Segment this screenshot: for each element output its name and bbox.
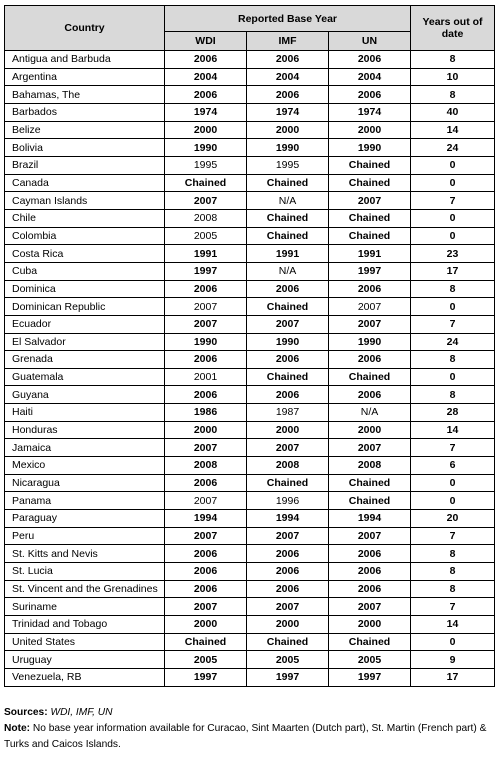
- country-cell: Paraguay: [5, 510, 165, 528]
- years-out-of-date-cell: 0: [411, 368, 495, 386]
- imf-cell: 2007: [247, 439, 329, 457]
- years-out-of-date-cell: 9: [411, 651, 495, 669]
- table-row: [5, 333, 495, 351]
- country-cell: Chile: [5, 209, 165, 227]
- years-out-of-date-cell: 7: [411, 527, 495, 545]
- table-row: [5, 280, 495, 298]
- years-out-of-date-cell: 28: [411, 404, 495, 422]
- country-cell: Cuba: [5, 262, 165, 280]
- wdi-cell: 2006: [165, 545, 247, 563]
- wdi-cell: 1994: [165, 510, 247, 528]
- years-out-of-date-cell: 20: [411, 510, 495, 528]
- country-cell: Costa Rica: [5, 245, 165, 263]
- years-out-of-date-cell: 14: [411, 616, 495, 634]
- years-out-of-date-cell: 17: [411, 668, 495, 686]
- imf-cell: 2006: [247, 545, 329, 563]
- imf-cell: Chained: [247, 474, 329, 492]
- country-cell: United States: [5, 633, 165, 651]
- country-cell: El Salvador: [5, 333, 165, 351]
- country-cell: Honduras: [5, 421, 165, 439]
- imf-cell: 1987: [247, 404, 329, 422]
- table-row: [5, 51, 495, 69]
- un-cell: 2005: [329, 651, 411, 669]
- wdi-cell: 1995: [165, 156, 247, 174]
- wdi-cell: 1997: [165, 668, 247, 686]
- country-cell: Venezuela, RB: [5, 668, 165, 686]
- un-cell: 2007: [329, 192, 411, 210]
- wdi-cell: 2004: [165, 68, 247, 86]
- imf-cell: 1995: [247, 156, 329, 174]
- wdi-cell: 2005: [165, 227, 247, 245]
- un-cell: Chained: [329, 209, 411, 227]
- years-out-of-date-cell: 8: [411, 86, 495, 104]
- table-row: [5, 527, 495, 545]
- wdi-cell: 2000: [165, 421, 247, 439]
- un-cell: 1974: [329, 103, 411, 121]
- table-row: [5, 668, 495, 686]
- years-out-of-date-cell: 24: [411, 139, 495, 157]
- table-body: [5, 51, 495, 687]
- table-notes: [4, 705, 501, 753]
- imf-cell: Chained: [247, 368, 329, 386]
- un-cell: 2006: [329, 545, 411, 563]
- table-row: [5, 598, 495, 616]
- table-row: [5, 492, 495, 510]
- imf-cell: 2007: [247, 315, 329, 333]
- imf-cell: 2006: [247, 51, 329, 69]
- un-cell: 1990: [329, 139, 411, 157]
- table-row: [5, 245, 495, 263]
- wdi-cell: 2008: [165, 457, 247, 475]
- imf-cell: 2007: [247, 527, 329, 545]
- years-out-of-date-cell: 8: [411, 351, 495, 369]
- years-out-of-date-cell: 0: [411, 156, 495, 174]
- wdi-cell: 2001: [165, 368, 247, 386]
- un-cell: 2006: [329, 280, 411, 298]
- wdi-cell: Chained: [165, 174, 247, 192]
- un-cell: 2006: [329, 563, 411, 581]
- imf-cell: Chained: [247, 633, 329, 651]
- wdi-cell: 2006: [165, 280, 247, 298]
- wdi-cell: 2005: [165, 651, 247, 669]
- un-cell: 2006: [329, 86, 411, 104]
- country-cell: Suriname: [5, 598, 165, 616]
- table-row: [5, 510, 495, 528]
- table-row: [5, 315, 495, 333]
- imf-cell: 2006: [247, 280, 329, 298]
- imf-cell: Chained: [247, 174, 329, 192]
- note-label: Note:: [4, 723, 31, 734]
- table-row: [5, 156, 495, 174]
- imf-cell: 1994: [247, 510, 329, 528]
- imf-cell: 1990: [247, 139, 329, 157]
- un-cell: 2006: [329, 386, 411, 404]
- table-row: [5, 298, 495, 316]
- country-cell: Uruguay: [5, 651, 165, 669]
- note-line: [4, 721, 501, 753]
- country-cell: Peru: [5, 527, 165, 545]
- imf-cell: 2000: [247, 121, 329, 139]
- wdi-cell: 2006: [165, 51, 247, 69]
- un-cell: Chained: [329, 633, 411, 651]
- imf-cell: Chained: [247, 298, 329, 316]
- country-cell: Panama: [5, 492, 165, 510]
- header-un: UN: [329, 32, 411, 51]
- years-out-of-date-cell: 0: [411, 633, 495, 651]
- wdi-cell: 2007: [165, 598, 247, 616]
- imf-cell: N/A: [247, 262, 329, 280]
- un-cell: Chained: [329, 474, 411, 492]
- country-cell: St. Vincent and the Grenadines: [5, 580, 165, 598]
- un-cell: 2008: [329, 457, 411, 475]
- country-cell: Barbados: [5, 103, 165, 121]
- years-out-of-date-cell: 0: [411, 298, 495, 316]
- country-cell: Brazil: [5, 156, 165, 174]
- imf-cell: 1990: [247, 333, 329, 351]
- note-text: No base year information available for Curacao, Sint Maarten (Dutch part), St. Martin (French part) & Turks and Caicos Islands.: [4, 723, 487, 750]
- imf-cell: 1991: [247, 245, 329, 263]
- table-row: [5, 404, 495, 422]
- un-cell: 1991: [329, 245, 411, 263]
- country-cell: Dominican Republic: [5, 298, 165, 316]
- un-cell: Chained: [329, 492, 411, 510]
- wdi-cell: 1974: [165, 103, 247, 121]
- table-row: [5, 174, 495, 192]
- wdi-cell: 2007: [165, 439, 247, 457]
- country-cell: Colombia: [5, 227, 165, 245]
- years-out-of-date-cell: 8: [411, 51, 495, 69]
- un-cell: N/A: [329, 404, 411, 422]
- un-cell: 2007: [329, 315, 411, 333]
- years-out-of-date-cell: 17: [411, 262, 495, 280]
- wdi-cell: 1991: [165, 245, 247, 263]
- imf-cell: 2004: [247, 68, 329, 86]
- un-cell: 2006: [329, 51, 411, 69]
- years-out-of-date-cell: 0: [411, 227, 495, 245]
- years-out-of-date-cell: 8: [411, 280, 495, 298]
- years-out-of-date-cell: 8: [411, 563, 495, 581]
- base-year-table: [4, 5, 495, 687]
- imf-cell: 2008: [247, 457, 329, 475]
- imf-cell: 2006: [247, 351, 329, 369]
- years-out-of-date-cell: 0: [411, 492, 495, 510]
- header-wdi: WDI: [165, 32, 247, 51]
- imf-cell: 1997: [247, 668, 329, 686]
- un-cell: Chained: [329, 174, 411, 192]
- sources-text: WDI, IMF, UN: [50, 707, 113, 718]
- country-cell: Argentina: [5, 68, 165, 86]
- country-cell: St. Kitts and Nevis: [5, 545, 165, 563]
- header-country: Country: [5, 6, 165, 51]
- years-out-of-date-cell: 8: [411, 386, 495, 404]
- country-cell: Haiti: [5, 404, 165, 422]
- table-row: [5, 580, 495, 598]
- years-out-of-date-cell: 0: [411, 474, 495, 492]
- table-row: [5, 545, 495, 563]
- un-cell: 2007: [329, 298, 411, 316]
- table-row: [5, 421, 495, 439]
- un-cell: 2006: [329, 580, 411, 598]
- years-out-of-date-cell: 7: [411, 315, 495, 333]
- imf-cell: 2006: [247, 563, 329, 581]
- wdi-cell: 2007: [165, 298, 247, 316]
- un-cell: 1997: [329, 668, 411, 686]
- sources-line: [4, 705, 501, 721]
- un-cell: Chained: [329, 156, 411, 174]
- table-row: [5, 651, 495, 669]
- table-row: [5, 262, 495, 280]
- imf-cell: 1996: [247, 492, 329, 510]
- imf-cell: 2000: [247, 421, 329, 439]
- country-cell: Bolivia: [5, 139, 165, 157]
- wdi-cell: 2000: [165, 121, 247, 139]
- years-out-of-date-cell: 10: [411, 68, 495, 86]
- years-out-of-date-cell: 8: [411, 545, 495, 563]
- country-cell: Grenada: [5, 351, 165, 369]
- sources-label: Sources:: [4, 707, 48, 718]
- years-out-of-date-cell: 14: [411, 121, 495, 139]
- un-cell: Chained: [329, 227, 411, 245]
- years-out-of-date-cell: 7: [411, 439, 495, 457]
- table-row: [5, 439, 495, 457]
- table-row: [5, 474, 495, 492]
- wdi-cell: 2006: [165, 474, 247, 492]
- table-row: [5, 209, 495, 227]
- table-row: [5, 121, 495, 139]
- un-cell: 2007: [329, 527, 411, 545]
- years-out-of-date-cell: 23: [411, 245, 495, 263]
- wdi-cell: 2006: [165, 351, 247, 369]
- table-row: [5, 457, 495, 475]
- country-cell: Mexico: [5, 457, 165, 475]
- table-row: [5, 351, 495, 369]
- un-cell: 2004: [329, 68, 411, 86]
- years-out-of-date-cell: 0: [411, 174, 495, 192]
- wdi-cell: 2008: [165, 209, 247, 227]
- imf-cell: 2000: [247, 616, 329, 634]
- table-row: [5, 616, 495, 634]
- country-cell: Bahamas, The: [5, 86, 165, 104]
- un-cell: 2007: [329, 439, 411, 457]
- table-row: [5, 68, 495, 86]
- country-cell: St. Lucia: [5, 563, 165, 581]
- wdi-cell: 1990: [165, 333, 247, 351]
- wdi-cell: 2007: [165, 315, 247, 333]
- country-cell: Canada: [5, 174, 165, 192]
- years-out-of-date-cell: 14: [411, 421, 495, 439]
- wdi-cell: 2007: [165, 492, 247, 510]
- country-cell: Dominica: [5, 280, 165, 298]
- header-imf: IMF: [247, 32, 329, 51]
- un-cell: 2000: [329, 616, 411, 634]
- un-cell: 2000: [329, 421, 411, 439]
- years-out-of-date-cell: 40: [411, 103, 495, 121]
- country-cell: Antigua and Barbuda: [5, 51, 165, 69]
- wdi-cell: 2007: [165, 527, 247, 545]
- un-cell: 1990: [329, 333, 411, 351]
- table-row: [5, 368, 495, 386]
- wdi-cell: 2000: [165, 616, 247, 634]
- country-cell: Cayman Islands: [5, 192, 165, 210]
- wdi-cell: 2007: [165, 192, 247, 210]
- wdi-cell: 2006: [165, 86, 247, 104]
- table-row: [5, 563, 495, 581]
- years-out-of-date-cell: 7: [411, 192, 495, 210]
- country-cell: Guatemala: [5, 368, 165, 386]
- years-out-of-date-cell: 6: [411, 457, 495, 475]
- wdi-cell: 2006: [165, 580, 247, 598]
- table-row: [5, 386, 495, 404]
- country-cell: Nicaragua: [5, 474, 165, 492]
- imf-cell: 1974: [247, 103, 329, 121]
- un-cell: 2007: [329, 598, 411, 616]
- table-row: [5, 633, 495, 651]
- imf-cell: N/A: [247, 192, 329, 210]
- imf-cell: 2007: [247, 598, 329, 616]
- wdi-cell: Chained: [165, 633, 247, 651]
- table-row: [5, 86, 495, 104]
- wdi-cell: 2006: [165, 386, 247, 404]
- years-out-of-date-cell: 24: [411, 333, 495, 351]
- table-row: [5, 103, 495, 121]
- years-out-of-date-cell: 0: [411, 209, 495, 227]
- table-row: [5, 227, 495, 245]
- imf-cell: 2006: [247, 386, 329, 404]
- country-cell: Trinidad and Tobago: [5, 616, 165, 634]
- un-cell: 2000: [329, 121, 411, 139]
- imf-cell: 2006: [247, 86, 329, 104]
- country-cell: Ecuador: [5, 315, 165, 333]
- imf-cell: 2005: [247, 651, 329, 669]
- wdi-cell: 1986: [165, 404, 247, 422]
- header-years-out-of-date: Years out of date: [411, 6, 495, 51]
- un-cell: 2006: [329, 351, 411, 369]
- imf-cell: Chained: [247, 209, 329, 227]
- imf-cell: 2006: [247, 580, 329, 598]
- country-cell: Guyana: [5, 386, 165, 404]
- wdi-cell: 1997: [165, 262, 247, 280]
- table-row: [5, 139, 495, 157]
- header-reported-base-year: Reported Base Year: [165, 6, 411, 32]
- years-out-of-date-cell: 7: [411, 598, 495, 616]
- years-out-of-date-cell: 8: [411, 580, 495, 598]
- un-cell: Chained: [329, 368, 411, 386]
- imf-cell: Chained: [247, 227, 329, 245]
- wdi-cell: 1990: [165, 139, 247, 157]
- country-cell: Belize: [5, 121, 165, 139]
- un-cell: 1994: [329, 510, 411, 528]
- table-row: [5, 192, 495, 210]
- wdi-cell: 2006: [165, 563, 247, 581]
- country-cell: Jamaica: [5, 439, 165, 457]
- un-cell: 1997: [329, 262, 411, 280]
- table-header: [5, 6, 495, 51]
